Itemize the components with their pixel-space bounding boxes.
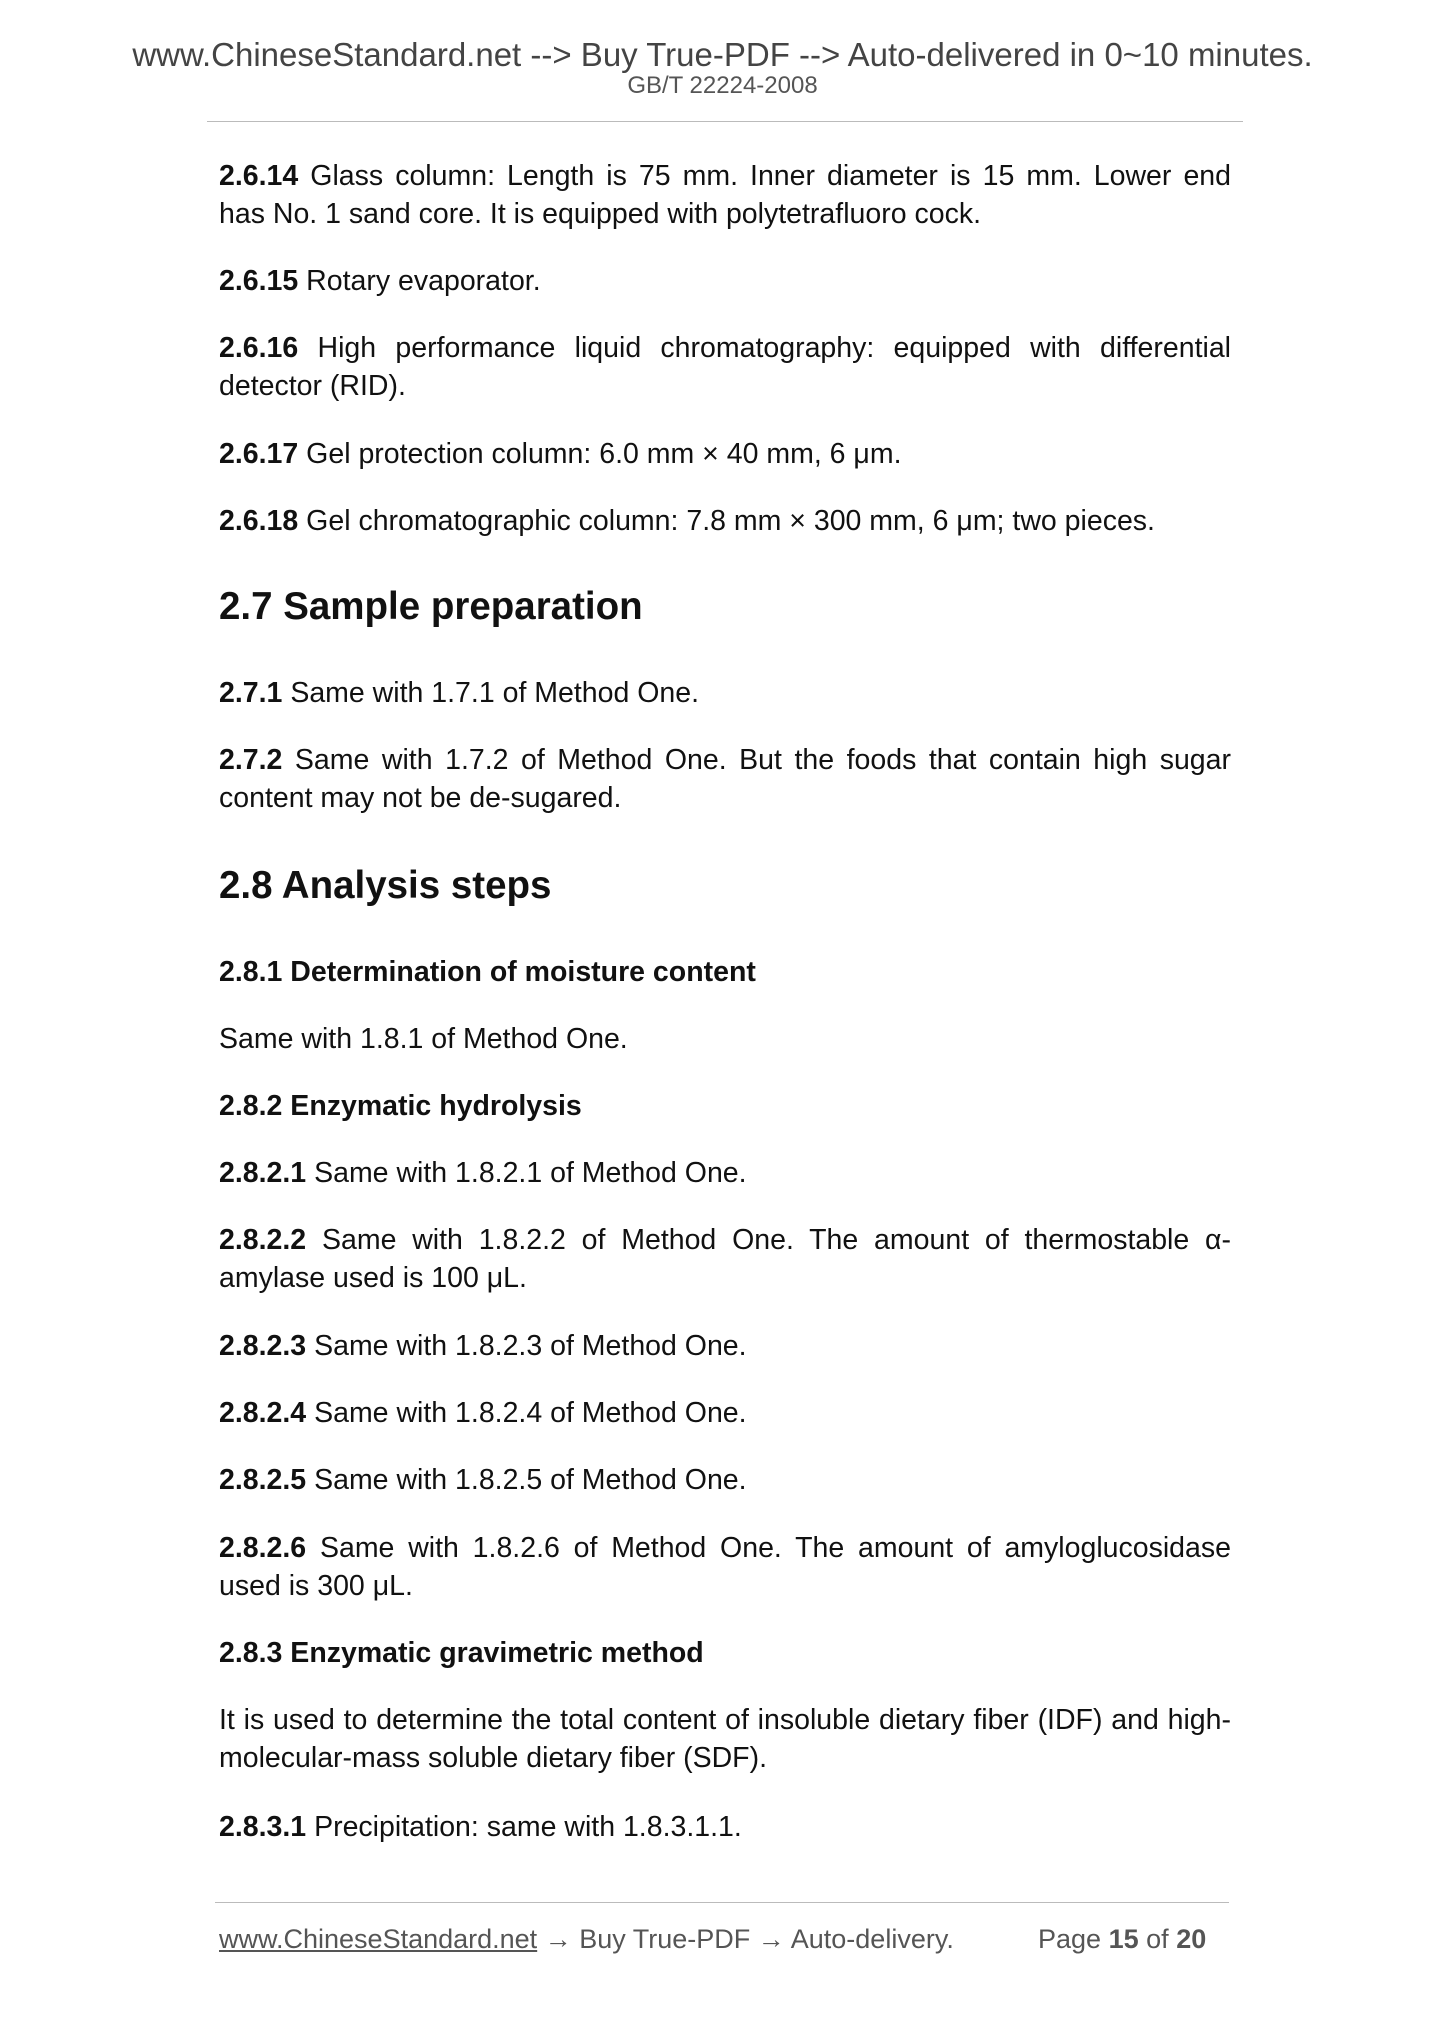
clause-2-6-16 [219, 329, 1231, 405]
clause-text: Rotary evaporator. [306, 265, 541, 297]
clause-2-8-2-1 [219, 1154, 1231, 1192]
clause-number: 2.8.2.1 [219, 1157, 307, 1189]
clause-number: 2.7.2 [219, 744, 283, 776]
clause-number: 2.6.16 [219, 332, 299, 364]
footer-promo [219, 1921, 954, 1957]
of-label: of [1146, 1924, 1169, 1954]
footer-site-link[interactable]: www.ChineseStandard.net [219, 1924, 538, 1954]
clause-text: Same with 1.7.1 of Method One. [290, 677, 700, 709]
clause-2-8-2-6 [219, 1529, 1231, 1605]
footer-divider [215, 1902, 1229, 1903]
clause-2-8-3-1 [219, 1808, 1231, 1846]
clause-2-6-18 [219, 502, 1231, 540]
paragraph-2-8-3: It is used to determine the total content of insoluble dietary fiber (IDF) and high-molecular-mass soluble dietary fiber (SDF). [219, 1704, 1231, 1774]
standard-code: GB/T 22224-2008 [627, 72, 818, 99]
header-divider [207, 121, 1243, 122]
clause-text: Same with 1.7.2 of Method One. But the foods that contain high sugar content may not be de-sugared. [219, 744, 1232, 814]
clause-number: 2.6.17 [219, 438, 299, 470]
paragraph-2-8-1: Same with 1.8.1 of Method One. [219, 1023, 628, 1055]
clause-number: 2.6.14 [219, 160, 299, 192]
subsection-heading-2-8-2: 2.8.2 Enzymatic hydrolysis [219, 1090, 582, 1122]
clause-text: Gel protection column: 6.0 mm × 40 mm, 6 μm. [306, 438, 902, 470]
clause-number: 2.8.3.1 [219, 1811, 307, 1843]
site-banner[interactable]: www.ChineseStandard.net --> Buy True-PDF --> Auto-delivered in 0~10 minutes. [132, 36, 1313, 73]
clause-number: 2.8.2.4 [219, 1397, 307, 1429]
clause-text: Glass column: Length is 75 mm. Inner diameter is 15 mm. Lower end has No. 1 sand core. It is equipped with polytetrafluoro cock. [219, 160, 1231, 230]
page-total: 20 [1176, 1924, 1207, 1954]
subsection-heading-2-8-1: 2.8.1 Determination of moisture content [219, 956, 756, 988]
section-heading-2-8: 2.8 Analysis steps [219, 864, 552, 907]
clause-2-8-2-4 [219, 1394, 1231, 1432]
clause-number: 2.8.2.3 [219, 1330, 307, 1362]
clause-text: Same with 1.8.2.6 of Method One. The amount of amyloglucosidase used is 300 μL. [219, 1532, 1231, 1602]
section-heading-2-7: 2.7 Sample preparation [219, 585, 643, 628]
clause-text: Same with 1.8.2.4 of Method One. [314, 1397, 747, 1429]
clause-2-6-15 [219, 262, 1231, 300]
clause-2-8-2-2 [219, 1221, 1231, 1297]
clause-2-6-14 [219, 157, 1231, 233]
clause-number: 2.8.2.5 [219, 1464, 307, 1496]
clause-text: High performance liquid chromatography: equipped with differential detector (RID). [219, 332, 1232, 402]
clause-text: Precipitation: same with 1.8.3.1.1. [314, 1811, 742, 1843]
clause-number: 2.8.2.2 [219, 1224, 307, 1256]
clause-2-7-1 [219, 674, 1231, 712]
clause-text: Same with 1.8.2.5 of Method One. [314, 1464, 747, 1496]
clause-text: Gel chromatographic column: 7.8 mm × 300 mm, 6 μm; two pieces. [306, 505, 1155, 537]
clause-text: Same with 1.8.2.2 of Method One. The amount of thermostable α-amylase used is 100 μL. [219, 1224, 1232, 1294]
clause-2-8-2-3 [219, 1327, 1231, 1365]
subsection-heading-2-8-3: 2.8.3 Enzymatic gravimetric method [219, 1637, 704, 1669]
clause-number: 2.8.2.6 [219, 1532, 307, 1564]
clause-2-6-17 [219, 435, 1231, 473]
clause-number: 2.6.15 [219, 265, 299, 297]
clause-2-8-2-5 [219, 1461, 1231, 1499]
page-label: Page [1038, 1924, 1102, 1954]
clause-text: Same with 1.8.2.1 of Method One. [314, 1157, 747, 1189]
clause-text: Same with 1.8.2.3 of Method One. [314, 1330, 747, 1362]
clause-number: 2.6.18 [219, 505, 299, 537]
clause-2-7-2 [219, 741, 1231, 817]
page-indicator [1038, 1921, 1206, 1957]
footer-promo-text: → Buy True-PDF → Auto-delivery. [544, 1924, 954, 1954]
clause-number: 2.7.1 [219, 677, 283, 709]
page-current: 15 [1108, 1924, 1139, 1954]
